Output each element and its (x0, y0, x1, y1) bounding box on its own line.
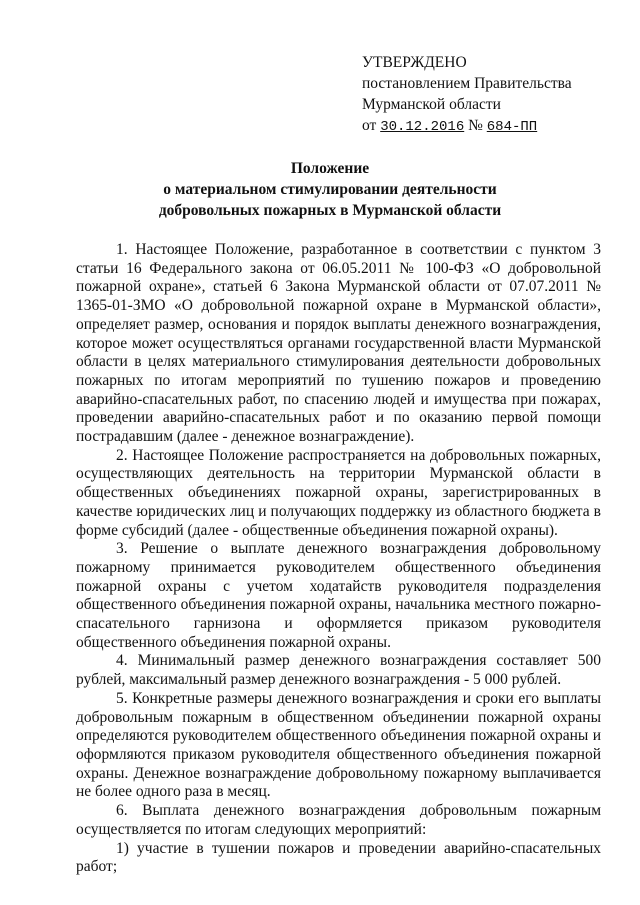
paragraph: 2. Настоящее Положение распространяется на добровольных пожарных, осуществляющих деятельность на территории Мурманской области в общественных объединениях пожарной охраны, зарегистрированных в качестве юридических лиц и получающих поддержку из областного бюджета в форме субсидий (далее - общественные объединения пожарной охраны). (76, 446, 601, 539)
approval-date-line (362, 115, 572, 138)
title-line: Положение (290, 160, 370, 177)
paragraph: 4. Минимальный размер денежного вознаграждения составляет 500 рублей, максимальный размер денежного вознаграждения - 5 000 рублей. (76, 652, 601, 689)
approval-number: 684-ПП (486, 119, 538, 135)
document-body (76, 241, 601, 877)
document-title (60, 158, 600, 221)
paragraph: 5. Конкретные размеры денежного вознаграждения и сроки его выплаты добровольным пожарным в общественном объединении пожарной охраны определяются руководителем общественного объединения пожарной охраны и оформляются приказом руководителя общественного объединения пожарной охраны. Денежное вознаграждение добровольному пожарному выплачивается не более одного раза в месяц. (76, 689, 601, 801)
approval-date: 30.12.2016 (380, 119, 465, 135)
approval-heading: УТВЕРЖДЕНО (362, 54, 467, 71)
list-item: 1) участие в тушении пожаров и проведении аварийно-спасательных работ; (76, 839, 601, 876)
paragraph: 3. Решение о выплате денежного вознаграждения добровольному пожарному принимается руководителем общественного объединения пожарной охраны с учетом ходатайств руководителя подразделения общественного объединения пожарной охраны, начальника местного пожарно-спасательного гарнизона и оформляется приказом руководителя общественного объединения пожарной охраны. (76, 540, 601, 651)
approval-stamp (362, 52, 572, 138)
paragraph: 6. Выплата денежного вознаграждения добровольным пожарным осуществляется по итогам следующих мероприятий: (76, 802, 601, 838)
number-prefix: № (464, 117, 487, 134)
approval-line: постановлением Правительства (362, 75, 572, 92)
date-prefix: от (362, 117, 381, 134)
paragraph: 1. Настоящее Положение, разработанное в соответствии с пунктом 3 статьи 16 Федерального закона от 06.05.2011 № 100-ФЗ «О добровольной пожарной охране», статьей 6 Закона Мурманской области от 07.07.2011 № 1365-01-ЗМО «О добровольной пожарной охране в Мурманской области», определяет размер, основания и порядок выплаты денежного вознаграждения, которое может осуществляться органами государственной власти Мурманской области в целях материального стимулирования деятельности добровольных пожарных по итогам мероприятий по тушению пожаров и проведению аварийно-спасательных работ, по спасению людей и имущества при пожарах, проведении аварийно-спасательных работ и по оказанию первой помощи пострадавшим (далее - денежное вознаграждение). (76, 241, 601, 446)
title-line: о материальном стимулировании деятельности (163, 181, 497, 198)
title-line: добровольных пожарных в Мурманской области (158, 202, 502, 219)
approval-line: Мурманской области (362, 96, 501, 113)
